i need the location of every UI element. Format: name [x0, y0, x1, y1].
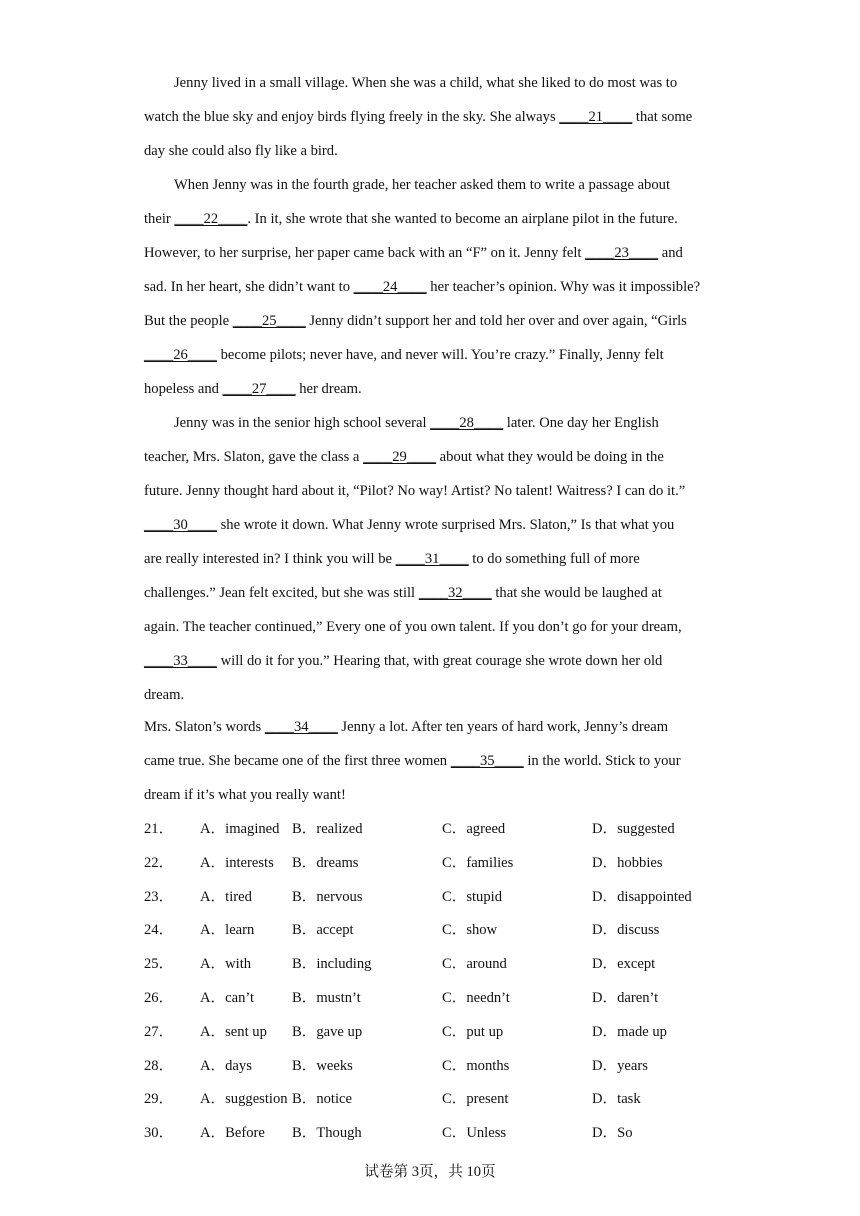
option-c: C．months [442, 1057, 510, 1074]
answer-blank: ____26____ [144, 347, 217, 363]
option-d: D．made up [592, 1023, 667, 1040]
answer-blank: ____34____ [264, 719, 338, 735]
answer-blank: ____24____ [353, 279, 427, 295]
passage-text: future. Jenny thought hard about it, “Pilot? No way! Artist? No talent! Waitress? I can do it.” [144, 483, 686, 499]
option-c: C．families [442, 854, 514, 871]
answer-blank: ____25____ [232, 313, 306, 329]
option-a: A．tired [200, 888, 252, 905]
passage-text: Jenny lived in a small village. When she was a child, what she liked to do most was to [174, 75, 678, 91]
question-row [144, 1090, 744, 1108]
question-row [144, 1023, 744, 1041]
question-number: 24． [144, 922, 174, 939]
question-row [144, 1124, 744, 1142]
option-a: A．interests [200, 854, 274, 871]
passage-line [144, 652, 662, 670]
passage-text: about what they would be doing in the [436, 449, 664, 465]
option-c: C．around [442, 956, 507, 973]
option-a: A．learn [200, 922, 255, 939]
passage-line [144, 108, 692, 126]
option-a: A．sent up [200, 1023, 267, 1040]
passage-text: But the people [144, 313, 233, 329]
passage-text: and [658, 245, 683, 261]
passage-text: sad. In her heart, she didn’t want to [144, 279, 354, 295]
option-b: B．gave up [292, 1023, 363, 1040]
passage-line [144, 718, 668, 736]
passage-text: are really interested in? I think you will be [144, 551, 396, 567]
passage-text: again. The teacher continued,” Every one of you own talent. If you don’t go for your dream, [144, 619, 682, 635]
option-c: C．agreed [442, 821, 506, 837]
option-b: B．Though [292, 1125, 362, 1142]
passage-text: later. One day her English [503, 415, 659, 431]
option-b: B．accept [292, 922, 354, 939]
passage-text: dream. [144, 687, 185, 703]
passage-line [144, 346, 664, 364]
option-b: B．weeks [292, 1057, 353, 1074]
question-number: 26． [144, 990, 174, 1006]
passage-text: her dream. [295, 381, 362, 397]
option-d: D．except [592, 956, 656, 973]
passage-line [144, 278, 700, 296]
passage-line [144, 312, 687, 330]
passage-text: day she could also fly like a bird. [144, 143, 338, 159]
option-d: D．suggested [592, 821, 675, 837]
passage-line [144, 482, 685, 500]
passage-text: in the world. Stick to your [523, 753, 681, 769]
option-a: A．with [200, 956, 252, 973]
option-b: B．dreams [292, 854, 359, 871]
option-a: A．can’t [200, 990, 255, 1006]
option-d: D．years [592, 1057, 648, 1074]
passage-line [174, 176, 670, 194]
answer-blank: ____23____ [585, 245, 659, 261]
passage-text: that some [632, 109, 693, 125]
passage-text: Jenny was in the senior high school several [174, 415, 431, 431]
option-b: B．mustn’t [292, 990, 361, 1006]
option-b: B．including [292, 956, 372, 973]
passage-text: challenges.” Jean felt excited, but she was still [144, 585, 419, 601]
question-row [144, 989, 744, 1007]
option-c: C．needn’t [442, 990, 510, 1006]
option-d: D．task [592, 1091, 641, 1108]
page-footer: 试卷第 3页，共 10页 [364, 1164, 496, 1180]
option-c: C．Unless [442, 1125, 507, 1142]
passage-text: watch the blue sky and enjoy birds flying freely in the sky. She always [144, 109, 560, 125]
passage-text: her teacher’s opinion. Why was it impossible? [426, 279, 701, 295]
passage-text: become pilots; never have, and never will. You’re crazy.” Finally, Jenny felt [216, 347, 664, 363]
option-c: C．present [442, 1091, 509, 1108]
question-number: 22． [144, 854, 174, 871]
passage-text: When Jenny was in the fourth grade, her teacher asked them to write a passage about [174, 177, 671, 193]
passage-text: came true. She became one of the first three women [144, 753, 451, 769]
question-row [144, 820, 744, 838]
question-number: 27． [144, 1023, 174, 1040]
passage-line [174, 74, 677, 92]
option-d: D．discuss [592, 922, 660, 939]
answer-blank: ____33____ [144, 653, 217, 669]
passage-text: However, to her surprise, her paper came back with an “F” on it. Jenny felt [144, 245, 586, 261]
passage-text: she wrote it down. What Jenny wrote surprised Mrs. Slaton,” Is that what you [216, 517, 675, 533]
question-number: 25． [144, 956, 174, 973]
passage-line [144, 786, 346, 804]
option-a: A．Before [200, 1125, 265, 1142]
passage-line [144, 584, 662, 602]
passage-line [144, 550, 640, 568]
option-b: B．nervous [292, 888, 363, 905]
answer-blank: ____35____ [450, 753, 524, 769]
question-number: 28． [144, 1057, 174, 1074]
passage-line [144, 752, 681, 770]
passage-line [144, 380, 362, 398]
passage-text: teacher, Mrs. Slaton, gave the class a [144, 449, 364, 465]
question-number: 21． [144, 821, 174, 837]
passage-line [144, 210, 678, 228]
passage-text: Jenny a lot. After ten years of hard work, Jenny’s dream [337, 719, 669, 735]
answer-blank: ____30____ [144, 517, 217, 533]
option-d: D．disappointed [592, 888, 692, 905]
question-number: 29． [144, 1091, 174, 1108]
question-row [144, 888, 744, 906]
passage-line [174, 414, 659, 432]
passage-text: . In it, she wrote that she wanted to become an airplane pilot in the future. [247, 211, 678, 227]
passage-text: hopeless and [144, 381, 223, 397]
passage-text: Mrs. Slaton’s words [144, 719, 265, 735]
option-c: C．stupid [442, 888, 503, 905]
passage-line [144, 244, 683, 262]
question-row [144, 921, 744, 939]
passage-text: to do something full of more [468, 551, 640, 567]
question-row [144, 854, 744, 872]
passage-line [144, 618, 682, 636]
option-a: A．imagined [200, 821, 280, 837]
passage-line [144, 142, 338, 160]
answer-blank: ____29____ [363, 449, 437, 465]
answer-blank: ____31____ [395, 551, 469, 567]
answer-blank: ____21____ [559, 109, 633, 125]
option-d: D．So [592, 1125, 633, 1142]
passage-line [144, 686, 184, 704]
passage-text: their [144, 211, 175, 227]
question-number: 23． [144, 888, 174, 905]
answer-blank: ____27____ [222, 381, 296, 397]
passage-text: Jenny didn’t support her and told her over and over again, “Girls [305, 313, 687, 329]
option-a: A．suggestion [200, 1091, 288, 1108]
option-d: D．hobbies [592, 854, 663, 871]
passage-text: dream if it’s what you really want! [144, 787, 346, 803]
option-a: A．days [200, 1057, 252, 1074]
question-number: 30． [144, 1125, 174, 1142]
passage-text: that she would be laughed at [491, 585, 662, 601]
passage-line [144, 448, 664, 466]
option-b: B．notice [292, 1091, 352, 1108]
answer-blank: ____22____ [174, 211, 248, 227]
question-row [144, 1057, 744, 1075]
answer-blank: ____32____ [418, 585, 492, 601]
option-b: B．realized [292, 821, 363, 837]
passage-line [144, 516, 674, 534]
option-c: C．show [442, 922, 498, 939]
option-c: C．put up [442, 1023, 504, 1040]
question-row [144, 955, 744, 973]
answer-blank: ____28____ [430, 415, 504, 431]
option-d: D．daren’t [592, 990, 659, 1006]
passage-text: will do it for you.” Hearing that, with great courage she wrote down her old [216, 653, 663, 669]
